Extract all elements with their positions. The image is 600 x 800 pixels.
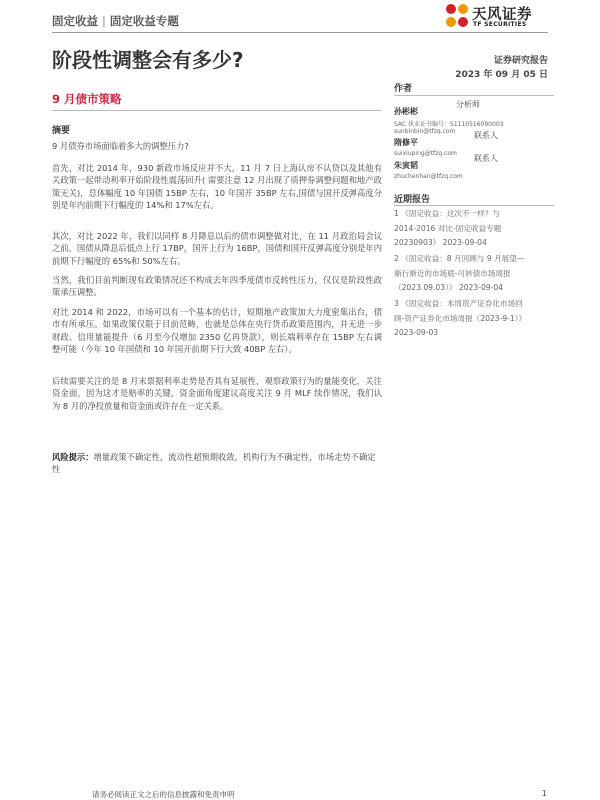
recent-report-line: 2 《固定收益：8 月回顾与 9 月展望— [394,254,525,263]
recent-report-line: 1 《固定收益：这次不一样？与 [394,209,500,218]
author-email: suixiuping@tfzq.com [394,150,457,157]
recent-divider [394,205,554,206]
breadcrumb-separator: | [102,14,106,28]
brand-logo [444,2,554,32]
report-date: 2023 年 09 月 05 日 [455,70,548,80]
author-role: 分析师 [456,100,480,109]
recent-report-item[interactable] [394,297,554,341]
logo-subtext: TF SECURITIES [473,21,527,28]
author-name: 隋修平 [394,138,418,147]
paragraph: 对比 2014 和 2022，市场可以有一个基本的估计，短期地产政策加大力度密集出台，债市有所承压。如果政策仅限于目前范畴，也就是总体在央行货币政策范围内，并无进一步财政、信用量能提升（6 月至今仅增加 2350 亿再贷款），则长端利率存在 15BP 左右调整可能（今年 10 年国债和 10 年国开前期下行大致 40BP 左右）。 [52,307,382,355]
logo-text: 天风证券 [472,7,532,23]
paragraph: 当然，我们目前判断现有政策情况还不构成去年四季度债市反转性压力，仅仅是阶段性政策承压调整。 [52,275,382,298]
authors-divider [394,95,554,96]
report-type: 证券研究报告 [493,56,548,66]
recent-report-line: （2023.09.03）》 2023-09-04 [394,283,504,292]
risk-text: 增量政策不确定性，流动性超预期收敛，机构行为不确定性，市场走势不确定性 [52,452,376,475]
author-name: 朱寅韬 [394,161,418,170]
recent-report-line: 2014-2016 对比-固定收益专题 [394,223,502,233]
recent-report-line: 顾-资产证券化市场周报（2023-9-1）》 [394,313,527,323]
page-number: 1 [542,789,547,798]
breadcrumb-category: 固定收益 [52,14,98,28]
author-name: 孙彬彬 [394,107,418,116]
recent-report-line: 20230903》 2023-09-04 [394,238,487,247]
subtitle-divider [52,110,382,111]
author-block [394,153,554,180]
recent-report-item[interactable] [394,252,554,296]
authors-label: 作者 [394,84,413,94]
recent-report-line: 渐行渐近的市场底-可转债市场周报 [394,268,511,278]
paragraph: 首先，对比 2014 年，930 新政市场反应并不大，11 月 7 日上海认房不认贷以及其他有关政策一起带动利率开始阶段性震荡回升( 需要注意 12 月出现了质押券调整问题和地产政策无关)，总体幅度 10 年国债 15BP 左右，10 年国开 35BP 左右,国债与国开反弹高度分别是年内前期下行幅度的 14%和 17%左右。 [52,163,382,211]
header-divider [52,32,548,33]
author-email: sunbinbin@tfzq.com [394,128,456,135]
section-subtitle: 9 月债市策略 [52,92,122,106]
author-cert: SAC 执业证书编号：S1110516090003 [394,121,504,128]
author-role: 联系人 [474,131,498,140]
author-email: zhuchenhan@tfzq.com [394,173,463,180]
paragraph: 9 月债券市场面临着多大的调整压力? [52,141,189,151]
abstract-heading: 摘要 [52,126,71,136]
breadcrumb [52,13,179,29]
breadcrumb-subcategory: 固定收益专题 [109,14,179,28]
page-title: 阶段性调整会有多少? [52,48,244,72]
recent-reports-label: 近期报告 [394,195,431,205]
author-role: 联系人 [474,154,498,163]
logo-mark-icon [444,2,470,30]
risk-label: 风险提示： [52,452,94,462]
recent-report-line: 2023-09-03 [394,328,439,337]
recent-report-item[interactable] [394,207,554,251]
footer-disclaimer: 请务必阅读正文之后的信息披露和免责申明 [92,790,235,799]
paragraph: 其次，对比 2022 年，我们以同样 8 月降息以后的债市调整做对比，在 11 月政治局会议之前，国债从降息后低点上行 17BP，国开上行为 16BP，国债和国开反弹高度分别是年内前期下行幅度的 65%和 50%左右。 [52,231,382,266]
paragraph: 后续需要关注的是 8 月末票据利率走势是否具有延展性，观察政策行为的量能变化，关注资金面，因为这才是赔率的关键，资金面角度建议高度关注 9 月 MLF 续作情况，我们认为 8 月的净投放量和资金面或许存在一定关系。 [52,376,382,411]
recent-report-line: 3 《固定收益：本周资产证券化市场回 [394,299,523,308]
risk-warning [52,451,382,476]
